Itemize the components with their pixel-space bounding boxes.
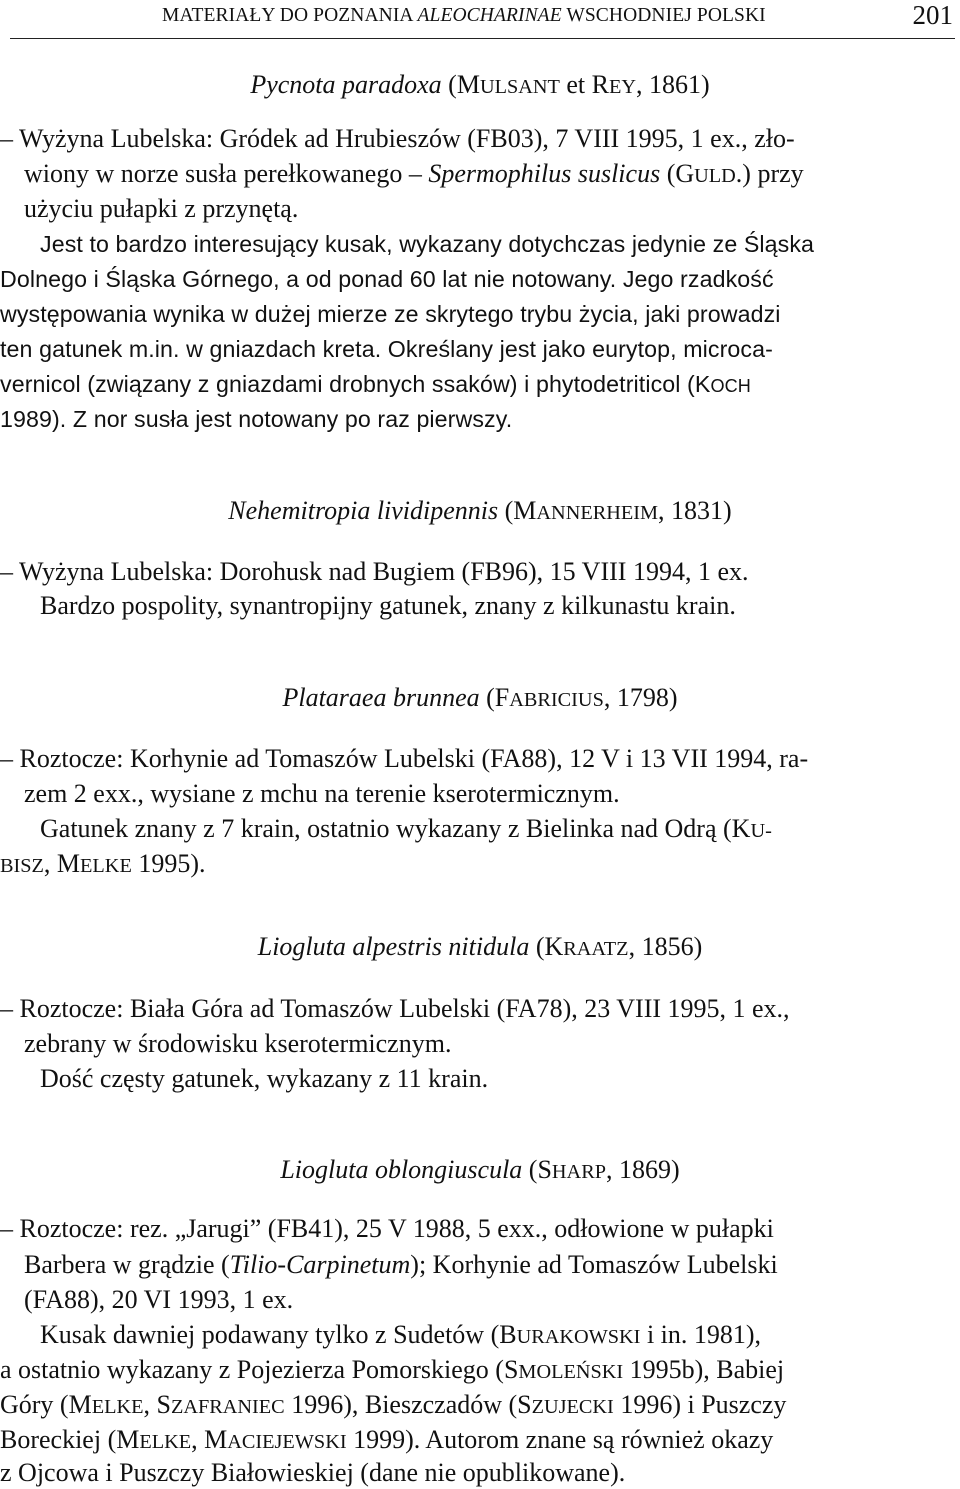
author-open: (S (528, 1155, 552, 1184)
author-close: , 1869) (605, 1155, 680, 1184)
record-line: – Wyżyna Lubelska: Dorohusk nad Bugiem (FB96), 15 VIII 1994, 1 ex. (0, 557, 749, 586)
species-name: Liogluta oblongiuscula (280, 1155, 523, 1184)
comment-text: , M (191, 1425, 228, 1454)
page-number: 201 (912, 0, 953, 30)
record-line (24, 157, 804, 193)
author-sc: URAKOWSKI (516, 1326, 641, 1348)
species-name: Pycnota paradoxa (250, 70, 442, 99)
comment-text: 1996) i Puszczy (613, 1390, 787, 1419)
running-head-text (162, 5, 766, 27)
author-close: , 1798) (603, 683, 678, 712)
author-sc: U- (750, 820, 772, 842)
comment-line: ten gatunek m.in. w gniazdach kreta. Określany jest jako eurytop, microca- (0, 336, 773, 362)
species-name: Plataraea brunnea (282, 683, 480, 712)
author-sc: BISZ (0, 855, 44, 877)
author-mid: et R (559, 70, 609, 99)
comment-text: , M (43, 849, 81, 878)
author-open: (K (535, 932, 564, 961)
comment-line: Dolnego i Śląska Górnego, a od ponad 60 lat nie notowany. Jego rzadkość (0, 266, 774, 292)
comment-text: a ostatnio wykazany z Pojezierza Pomorskiego (S (0, 1355, 519, 1384)
running-head-italic: ALEOCHARINAE (417, 5, 562, 26)
record-text: ); Korhynie ad Tomaszów Lubelski (410, 1250, 778, 1279)
author-sc: ELKE (91, 1396, 144, 1418)
comment-text: 1995). (131, 849, 206, 878)
comment-line: z Ojcowa i Puszczy Białowieskiej (dane nie opublikowane). (0, 1458, 626, 1487)
comment-line (0, 847, 206, 883)
record-text: (G (660, 159, 695, 188)
author-sc: ANNERHEIM (536, 502, 659, 524)
species-heading-nehemitropia (0, 496, 960, 526)
record-text: wiony w norze susła perełkowanego – (24, 159, 429, 188)
comment-text: Góry (M (0, 1390, 92, 1419)
record-line (24, 1248, 778, 1281)
author-open: (F (486, 683, 510, 712)
comment-text: 1995b), Babiej (623, 1355, 785, 1384)
author-sc2: EY (608, 76, 636, 98)
record-line: – Roztocze: Korhynie ad Tomaszów Lubelski (FA88), 12 V i 13 VII 1994, ra- (0, 744, 809, 773)
comment-line: 1989). Z nor susła jest notowany po raz pierwszy. (0, 406, 513, 432)
comment-text: i in. 1981), (640, 1320, 762, 1349)
record-line: (FA88), 20 VI 1993, 1 ex. (24, 1285, 294, 1314)
species-name: Liogluta alpestris nitidula (257, 932, 530, 961)
running-head-part1: MATERIAŁY DO POZNANIA (162, 5, 418, 26)
species-heading-liogluta-oblongiuscula (0, 1155, 960, 1185)
author-sc: ELKE (80, 855, 132, 877)
comment-line: Jest to bardzo interesujący kusak, wykazany dotychczas jedynie ze Śląska (40, 231, 815, 257)
author-sc: ELKE (139, 1431, 192, 1453)
running-header (10, 0, 955, 39)
record-line: – Wyżyna Lubelska: Gródek ad Hrubieszów (FB03), 7 VIII 1995, 1 ex., zło- (0, 124, 795, 153)
comment-line: Dość częsty gatunek, wykazany z 11 krain. (40, 1064, 489, 1093)
author-sc: OCH (710, 376, 751, 396)
author-close: , 1856) (628, 932, 703, 961)
author-close: , 1831) (658, 496, 732, 525)
author-close: , 1861) (636, 70, 710, 99)
comment-text: Kusak dawniej podawany tylko z Sudetów (B (40, 1320, 517, 1349)
comment-line (40, 1318, 761, 1354)
comment-line (0, 1353, 784, 1389)
record-text: .) przy (735, 159, 804, 188)
author-sc: RAATZ (563, 938, 629, 960)
record-line: – Roztocze: rez. „Jarugi” (FB41), 25 V 1988, 5 exx., odłowione w pułapki (0, 1214, 774, 1243)
comment-line (40, 812, 772, 848)
comment-line (0, 368, 751, 403)
author-sc: ZAFRANIEC (170, 1396, 285, 1418)
taxon-italic: Spermophilus suslicus (428, 159, 661, 188)
species-heading-plataraea (0, 683, 960, 713)
record-line: użyciu pułapki z przynętą. (24, 194, 299, 223)
species-heading-liogluta-alpestris (0, 932, 960, 962)
comment-line: występowania wynika w dużej mierze ze skrytego trybu życia, jaki prowadzi (0, 301, 781, 327)
comment-text: Boreckiej (M (0, 1425, 140, 1454)
author-sc: HARP (551, 1161, 606, 1183)
record-text: Barbera w grądzie ( (24, 1250, 230, 1279)
comment-line (0, 1388, 786, 1424)
comment-text: 1999). Autorom znane są również okazy (346, 1425, 774, 1454)
taxon-italic: Tilio-Carpinetum (229, 1250, 411, 1279)
author-sc: ULSANT (479, 76, 560, 98)
running-head-part2: WSCHODNIEJ POLSKI (561, 5, 766, 26)
species-heading-pycnota (0, 70, 960, 100)
species-name: Nehemitropia lividipennis (228, 496, 499, 525)
comment-text: Gatunek znany z 7 krain, ostatnio wykazany z Bielinka nad Odrą (K (40, 814, 751, 843)
author-open: (M (448, 70, 480, 99)
author-sc: ACIEJEWSKI (227, 1431, 347, 1453)
author-open: (M (504, 496, 537, 525)
comment-text: , S (143, 1390, 171, 1419)
comment-line: Bardzo pospolity, synantropijny gatunek, znany z kilkunastu krain. (40, 591, 736, 620)
comment-text: 1996), Bieszczadów (S (284, 1390, 532, 1419)
author-sc: ULD (694, 165, 736, 187)
author-sc: ZUJECKI (531, 1396, 614, 1418)
record-line: zem 2 exx., wysiane z mchu na terenie kserotermicznym. (24, 779, 620, 808)
author-sc: ABRICIUS (509, 689, 604, 711)
author-sc: MOLEŃSKI (518, 1361, 624, 1383)
record-line: zebrany w środowisku kserotermicznym. (24, 1029, 452, 1058)
comment-line (0, 1423, 773, 1459)
comment-text: vernicol (związany z gniazdami drobnych ssaków) i phytodetriticol (K (0, 371, 711, 397)
record-line: – Roztocze: Biała Góra ad Tomaszów Lubelski (FA78), 23 VIII 1995, 1 ex., (0, 994, 790, 1023)
